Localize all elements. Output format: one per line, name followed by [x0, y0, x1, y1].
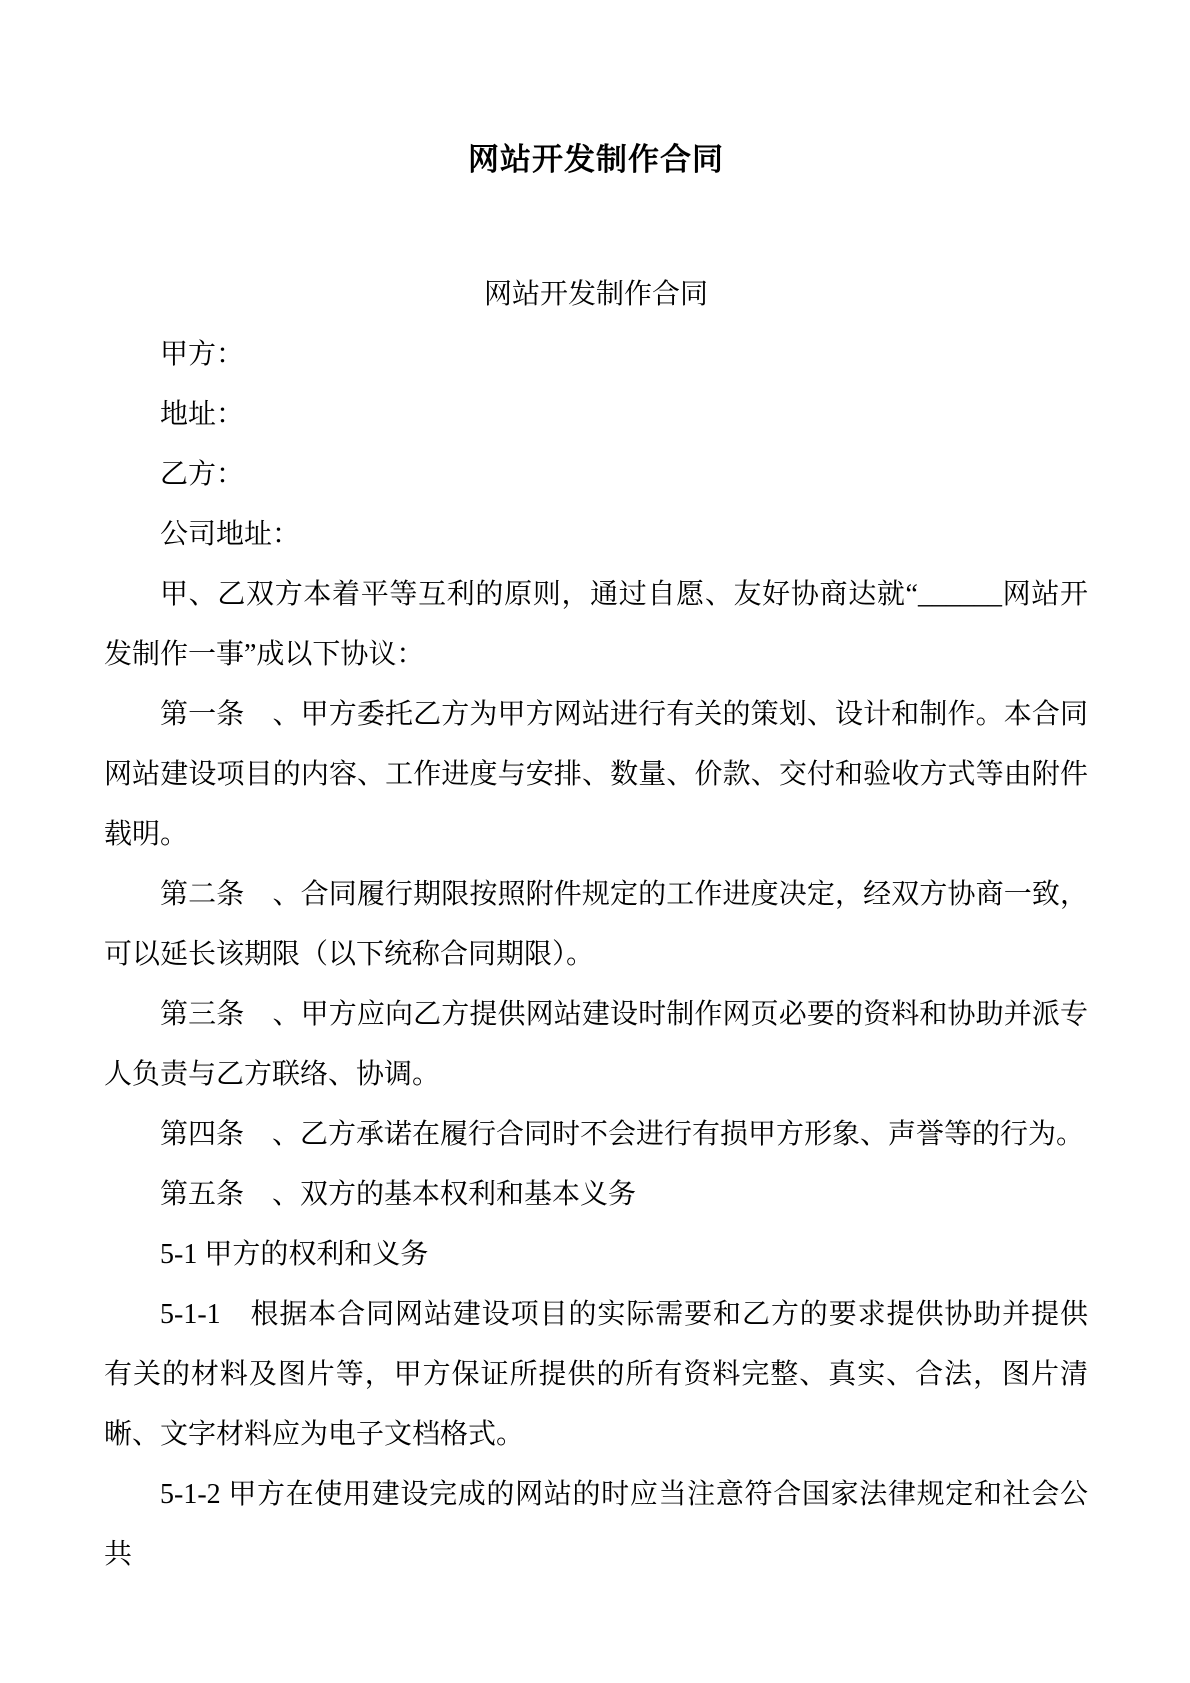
paragraph-article-2: 第二条 、合同履行期限按照附件规定的工作进度决定，经双方协商一致，可以延长该期限（以下统称合同期限）。 — [104, 879, 1088, 970]
paragraph-clause-5-1-2: 5-1-2 甲方在使用建设完成的网站的时应当注意符合国家法律规定和社会公共 — [104, 1479, 1088, 1570]
document-subtitle: 网站开发制作合同 — [483, 279, 708, 310]
paragraph-article-1: 第一条 、甲方委托乙方为甲方网站进行有关的策划、设计和制作。本合同网站建设项目的内容、工作进度与安排、数量、价款、交付和验收方式等由附件载明。 — [104, 699, 1088, 850]
paragraph-article-5: 第五条 、双方的基本权利和基本义务 — [160, 1179, 637, 1210]
paragraph-party-b: 乙方： — [160, 459, 245, 490]
paragraph-party-b-company-address: 公司地址： — [160, 519, 301, 550]
paragraph-clause-5-1: 5-1 甲方的权利和义务 — [160, 1239, 429, 1270]
paragraph-article-4: 第四条 、乙方承诺在履行合同时不会进行有损甲方形象、声誉等的行为。 — [160, 1119, 1085, 1150]
paragraph-article-3: 第三条 、甲方应向乙方提供网站建设时制作网页必要的资料和协助并派专人负责与乙方联络、协调。 — [104, 999, 1088, 1090]
document-body — [104, 325, 1088, 1585]
paragraph-party-a: 甲方： — [160, 339, 245, 370]
paragraph-clause-5-1-1: 5-1-1 根据本合同网站建设项目的实际需要和乙方的要求提供协助并提供有关的材料及图片等，甲方保证所提供的所有资料完整、真实、合法，图片清晰、文字材料应为电子文档格式。 — [104, 1299, 1088, 1450]
document-title: 网站开发制作合同 — [468, 142, 724, 177]
paragraph-preamble: 甲、乙双方本着平等互利的原则，通过自愿、友好协商达就“______网站开发制作一事”成以下协议： — [104, 579, 1088, 670]
paragraph-party-a-address: 地址： — [160, 399, 245, 430]
